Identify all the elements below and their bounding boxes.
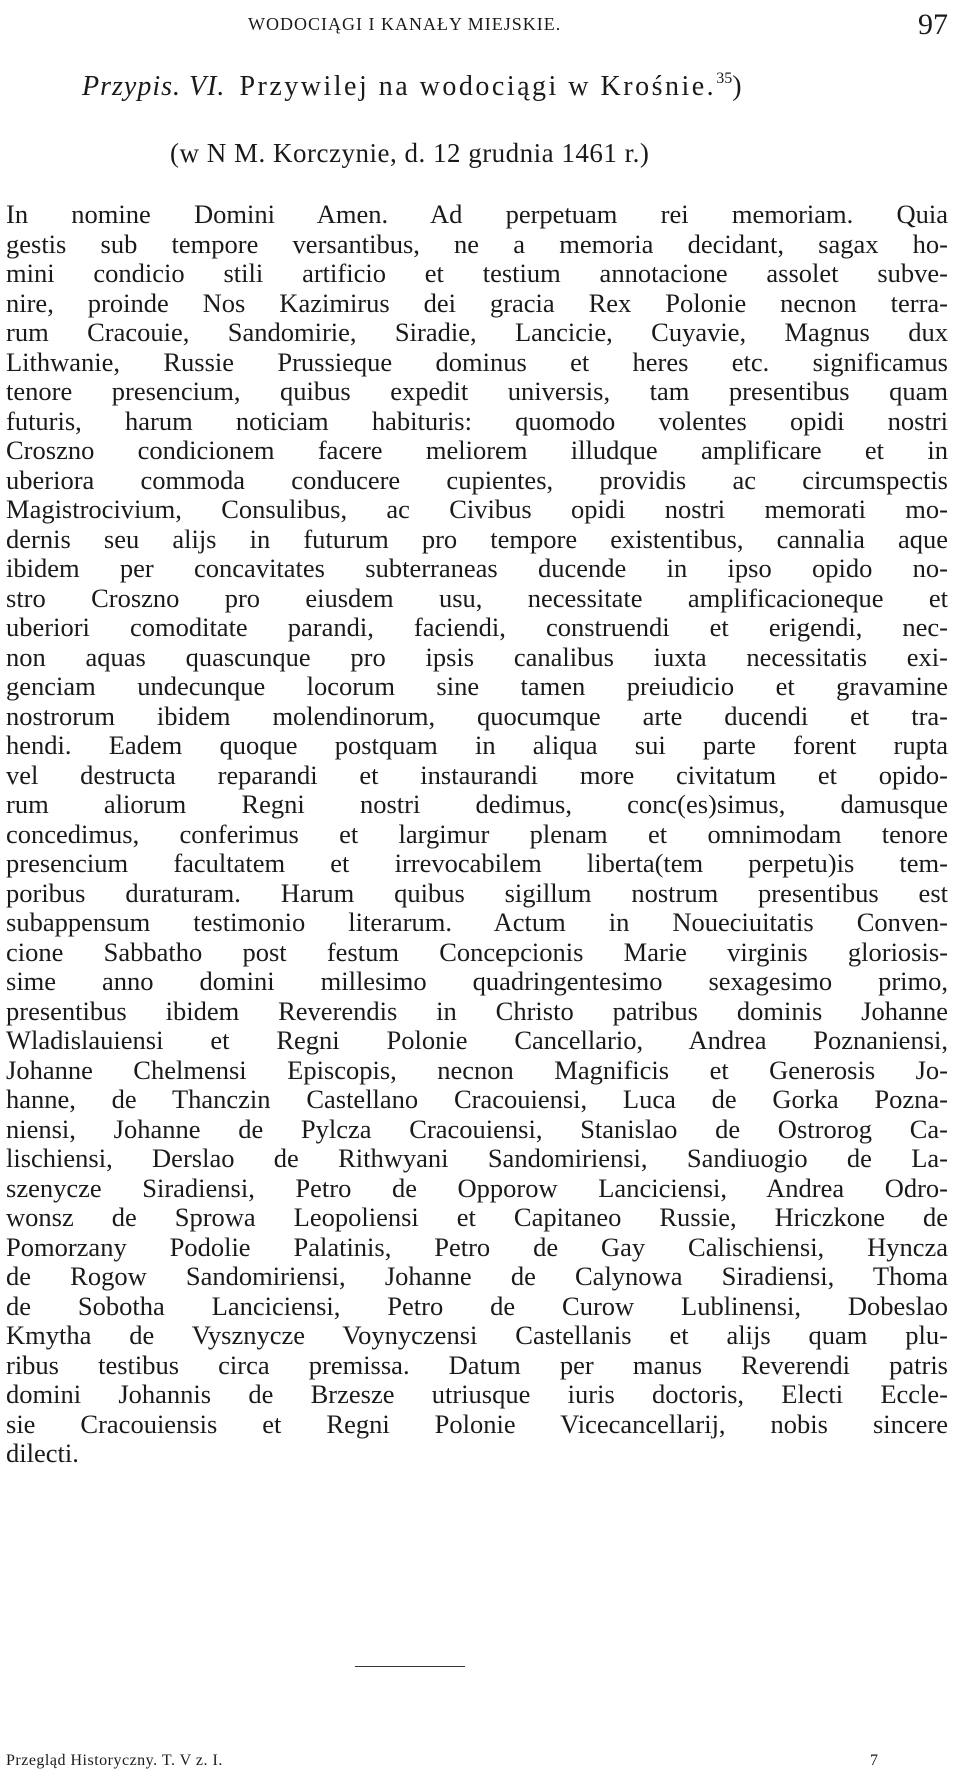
section-heading <box>82 70 742 103</box>
text-line: In nomine Domini Amen. Ad perpetuam rei memoriam. Quia <box>6 199 948 229</box>
text-line: Lithwanie, Russie Prussieque dominus et heres etc. significamus <box>6 346 948 377</box>
text-line: gestis sub tempore versantibus, ne a memoria decidant, sagax ho- <box>6 228 948 259</box>
running-header <box>8 8 948 48</box>
text-line: presencium facultatem et irrevocabilem liberta(tem perpetu)is tem- <box>6 848 948 878</box>
text-line: de Sobotha Lanciciensi, Petro de Curow Lublinensi, Dobeslao <box>6 1290 948 1321</box>
text-line: Magistrocivium, Consulibus, ac Civibus opidi nostri memorati mo- <box>6 494 948 524</box>
text-line: sie Cracouiensis et Regni Polonie Vicecancellarij, nobis sincere <box>6 1408 948 1439</box>
footnote-reference-close: ) <box>732 71 742 102</box>
text-line: hendi. Eadem quoque postquam in aliqua sui parte forent rupta <box>6 730 948 760</box>
appendix-title: Przywilej na wodociągi w Krośnie. <box>239 71 717 102</box>
text-line: rum aliorum Regni nostri dedimus, conc(es)simus, damusque <box>6 789 948 819</box>
running-title: WODOCIĄGI I KANAŁY MIEJSKIE. <box>248 14 562 34</box>
text-line: rum Cracouie, Sandomirie, Siradie, Lancicie, Cuyavie, Magnus dux <box>6 317 948 347</box>
text-line: sime anno domini millesimo quadringentesimo sexagesimo primo, <box>6 966 948 996</box>
footnote-reference: 35 <box>716 70 733 87</box>
text-line: poribus duraturam. Harum quibus sigillum nostrum presentibus est <box>6 877 948 908</box>
text-line: niensi, Johanne de Pylcza Cracouiensi, Stanislao de Ostrorog Ca- <box>6 1113 948 1144</box>
text-line: vel destructa reparandi et instaurandi more civitatum et opido- <box>6 759 948 790</box>
text-line: nostrorum ibidem molendinorum, quocumque arte ducendi et tra- <box>6 700 948 731</box>
text-line: szenycze Siradiensi, Petro de Opporow Lanciciensi, Andrea Odro- <box>6 1172 948 1203</box>
text-line: Johanne Chelmensi Episcopis, necnon Magnificis et Generosis Jo- <box>6 1054 948 1085</box>
text-line: genciam undecunque locorum sine tamen preiudicio et gravamine <box>6 671 948 701</box>
text-line: uberiori comoditate parandi, faciendi, construendi et erigendi, nec- <box>6 612 948 642</box>
text-line: de Rogow Sandomiriensi, Johanne de Calynowa Siradiensi, Thoma <box>6 1261 948 1291</box>
text-line: lischiensi, Derslao de Rithwyani Sandomiriensi, Sandiuogio de La- <box>6 1143 948 1173</box>
text-line: hanne, de Thanczin Castellano Cracouiensi, Luca de Gorka Pozna- <box>6 1084 948 1114</box>
text-line: domini Johannis de Brzesze utriusque iuris doctoris, Electi Eccle- <box>6 1379 948 1409</box>
text-line: mini condicio stili artificio et testium annotacione assolet subve- <box>6 258 948 288</box>
text-line: concedimus, conferimus et largimur plenam et omnimodam tenore <box>6 818 948 849</box>
page-number: 97 <box>918 8 948 41</box>
text-line: presentibus ibidem Reverendis in Christo patribus dominis Johanne <box>6 995 948 1026</box>
text-line: Wladislauiensi et Regni Polonie Cancellario, Andrea Poznaniensi, <box>6 1025 948 1055</box>
text-line: futuris, harum noticiam habituris: quomodo volentes opidi nostri <box>6 405 948 436</box>
text-line: tenore presencium, quibus expedit universis, tam presentibus quam <box>6 376 948 406</box>
text-line: Croszno condicionem facere meliorem illudque amplificare et in <box>6 435 948 465</box>
text-line: nire, proinde Nos Kazimirus dei gracia Rex Polonie necnon terra- <box>6 287 948 318</box>
page-footer <box>6 1752 946 1776</box>
journal-footer: Przegląd Historyczny. T. V z. I. <box>6 1752 223 1769</box>
text-line: ribus testibus circa premissa. Datum per manus Reverendi patris <box>6 1349 948 1380</box>
document-date-line: (w N M. Korczynie, d. 12 grudnia 1461 r.) <box>170 138 650 168</box>
text-line: dilecti. <box>6 1438 79 1468</box>
text-line: ibidem per concavitates subterraneas ducende in ipso opido no- <box>6 553 948 583</box>
text-line: subappensum testimonio literarum. Actum in Noueciuitatis Conven- <box>6 907 948 937</box>
appendix-label: Przypis. VI. <box>82 71 226 102</box>
text-line: dernis seu alijs in futurum pro tempore existentibus, cannalia aque <box>6 523 948 554</box>
text-line: wonsz de Sprowa Leopoliensi et Capitaneo Russie, Hriczkone de <box>6 1202 948 1232</box>
text-line: non aquas quascunque pro ipsis canalibus iuxta necessitatis exi- <box>6 641 948 672</box>
charter-text <box>6 200 948 1469</box>
text-line: uberiora commoda conducere cupientes, providis ac circumspectis <box>6 464 948 495</box>
text-line: Kmytha de Vysznycze Voynyczensi Castellanis et alijs quam plu- <box>6 1320 948 1350</box>
signature-mark: 7 <box>870 1752 878 1769</box>
text-line: stro Croszno pro eiusdem usu, necessitate amplificacioneque et <box>6 582 948 613</box>
footnote-separator-rule <box>355 1666 465 1667</box>
text-line: cione Sabbatho post festum Concepcionis Marie virginis gloriosis- <box>6 936 948 967</box>
text-line: Pomorzany Podolie Palatinis, Petro de Gay Calischiensi, Hyncza <box>6 1231 948 1262</box>
